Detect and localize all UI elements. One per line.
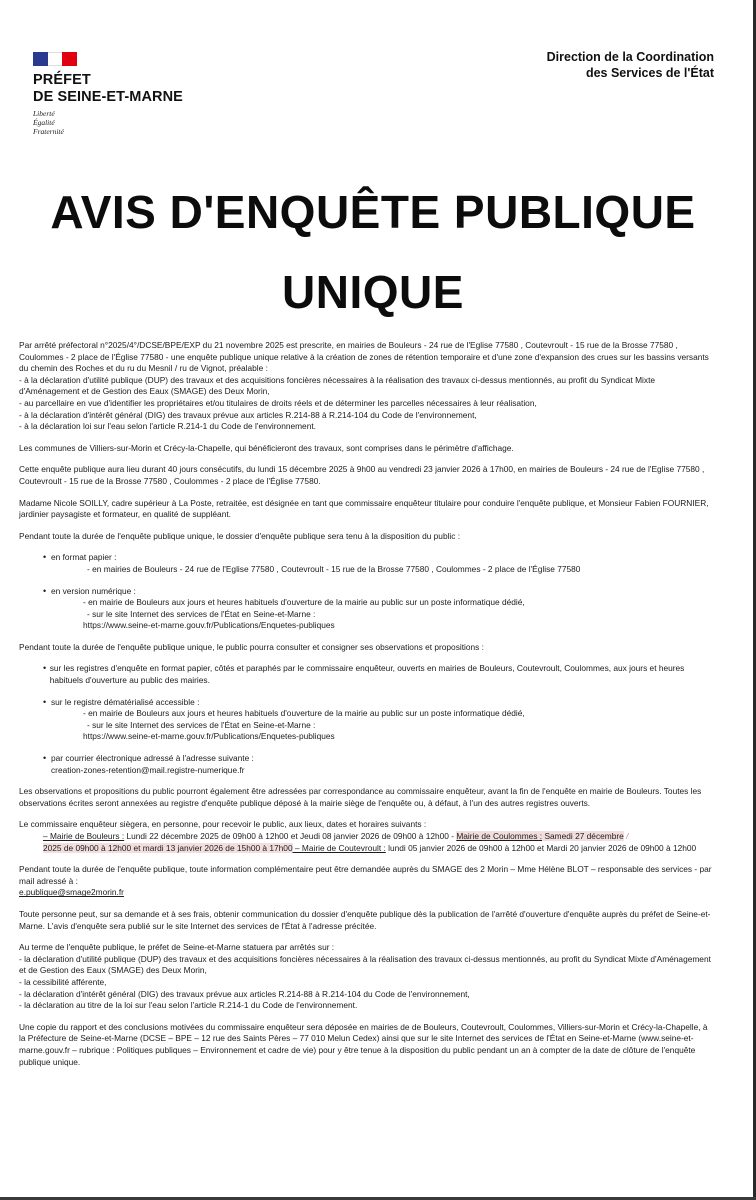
communication-paragraph: Toute personne peut, sur sa demande et à ses frais, obtenir communication du dossier d'enquête publique dès la publication de l'arrêté d'ouverture d'enquête auprès du préfet de Seine-et-Marne. L'avis d'enquête sera publié sur le site Internet des services de l'État à l'adresse précitée. — [19, 908, 711, 931]
list-item: - la cessibilité afférente, — [19, 976, 107, 987]
list-item: - la déclaration d'utilité publique (DUP) des travaux et des acquisitions foncières nécessaires à la réalisation des travaux ci-dessus mentionnés, au profit du Syndicat Mixte d'Aménagement et de Gestion des Eaux (SMAGE) des Deux Morin, — [19, 953, 711, 976]
page-title: AVIS D'ENQUÊTE PUBLIQUE UNIQUE — [50, 186, 696, 318]
prefecture-logo — [33, 52, 183, 136]
direction-header: Direction de la Coordination des Services de l'État — [546, 50, 714, 80]
permanences-list: – Mairie de Bouleurs : Lundi 22 décembre 2025 de 09h00 à 12h00 et Jeudi 08 janvier 2026 de 09h00 à 12h00 - Mairie de Coulommes : Samedi 27 décembre / 2025 de 09h00 à 12h00 et mardi 13 janvier 2026 de 15h00 à 17h00 – Mairie de Coutevroult : lundi 05 janvier 2026 de 09h00 à 12h00 et Mardi 20 janvier 2026 de 09h00 à 12h00 — [43, 831, 697, 853]
list-item: - à la déclaration loi sur l'eau selon l'article R.214-1 du Code de l'environnement. — [19, 421, 316, 432]
permanences-intro: Le commissaire enquêteur siègera, en personne, pour recevoir le public, aux lieux, dates et horaires suivants : — [19, 819, 427, 830]
terme-list — [19, 954, 716, 1012]
info-paragraph: Pendant toute la durée de l'enquête publique, toute information complémentaire peut être demandée auprès du SMAGE des 2 Morin – Mme Hélène BLOT – responsable des services - par mail adressé à : — [19, 864, 712, 886]
link-enquetes-2[interactable]: https://www.seine-et-marne.gouv.fr/Publications/Enquetes-publiques — [83, 731, 335, 742]
link-enquetes[interactable]: https://www.seine-et-marne.gouv.fr/Publications/Enquetes-publiques — [83, 620, 335, 631]
communes-paragraph: Les communes de Villiers-sur-Morin et Crécy-la-Chapelle, qui bénéficieront des travaux, sont comprises dans le périmètre d'affichage. — [19, 442, 514, 453]
intro-list — [19, 375, 716, 433]
bullet-icon: • — [43, 585, 47, 596]
smage-email-link[interactable]: e.publique@smage2morin.fr — [19, 887, 124, 898]
list-item: - à la déclaration d'utilité publique (DUP) des travaux et des acquisitions foncières nécessaires à la réalisation des travaux ci-dessus mentionnés, au profit du Syndicat Mixte d'Aménagement et de Gestion des Eaux (SMAGE) des Deux Morin, — [19, 374, 656, 397]
bullet-registres: • sur les registres d'enquête en format papier, côtés et paraphés par le commissaire enquêteur, ouverts en mairies de Bouleurs, Coutevroult, Coulommes, aux jours et heures habituels d'ouverture au public des mairies. — [43, 663, 685, 686]
copie-paragraph: Une copie du rapport et des conclusions motivées du commissaire enquêteur sera déposée en mairies de de Bouleurs, Coutevroult, Coulommes, Villiers-sur-Morin et Crécy-la-Chapelle, à la Préfecture de Seine-et-Marne (DCSE – BPE – 12 rue des Saints Pères – 77 010 Melun Cedex) ainsi que sur le site Internet des services de l'État en Seine-et-Marne (www.seine-et-marne.gouv.fr – rubrique : Politiques publiques – Environnement et cadre de vie) pour y être tenue à la disposition du public pendant un an à compter de la date de clôture de l'enquête publique unique. — [19, 1021, 708, 1067]
terme-intro: Au terme de l'enquête publique, le préfet de Seine-et-Marne statuera par arrêtés sur : — [19, 942, 335, 953]
bullet-icon: • — [43, 696, 47, 707]
bullet-icon: • — [43, 753, 47, 764]
dossier-paragraph: Pendant toute la durée de l'enquête publique unique, le dossier d'enquête publique sera tenu à la disposition du public : — [19, 530, 461, 541]
correspondance-paragraph: Les observations et propositions du public pourront également être adressées par correspondance au commissaire enquêteur, avant la fin de l'enquête en mairie de Bouleurs. Toutes les observations écrites seront annexées au registre d'enquête publique déposé à la mairie siège de l'enquête ou, à défaut, à l'un des autres registres ouverts. — [19, 786, 702, 808]
list-item: - à la déclaration d'intérêt général (DIG) des travaux prévue aux articles R.214-88 à R.214-104 du Code de l'environnement, — [19, 409, 477, 420]
bullet-papier: • en format papier : - en mairies de Bouleurs - 24 rue de l'Eglise 77580 , Coutevroult - 15 rue de la Brosse 77580 , Coulommes - 2 place de l'Église 77580 — [43, 552, 581, 574]
list-item: - au parcellaire en vue d'identifier les propriétaires et/ou titulaires de droits réels et de déterminer les parcelles nécessaires à leur réalisation, — [19, 397, 537, 408]
observations-paragraph: Pendant toute la durée de l'enquête publique unique, le public pourra consulter et consigner ses observations et propositions : — [19, 641, 484, 652]
list-item: - la déclaration d'intérêt général (DIG) des travaux prévue aux articles R.214-88 à R.214-104 du Code de l'environnement, — [19, 988, 470, 999]
notice-body — [19, 340, 716, 1078]
commissaire-paragraph: Madame Nicole SOILLY, cadre supérieur à La Poste, retraitée, est désignée en tant que commissaire enquêteur titulaire pour conduire l'enquête publique, et Monsieur Fabien FOURNIER, jardinier paysagiste et formateur, en qualité de suppléant. — [19, 497, 709, 520]
duree-paragraph: Cette enquête publique aura lieu durant 40 jours consécutifs, du lundi 15 décembre 2025 à 9h00 au vendredi 23 janvier 2026 à 17h00, en mairies de Bouleurs - 24 rue de l'Eglise 77580 , Coutevroult - 15 rue de la Brosse 77580 , Coulommes - 2 place de l'Église 77580. — [19, 464, 705, 486]
prefet-title: PRÉFET DE SEINE-ET-MARNE — [33, 72, 183, 105]
intro-paragraph: Par arrêté préfectoral n°2025/4°/DCSE/BPE/EXP du 21 novembre 2025 est prescrite, en mairies de Bouleurs - 24 rue de l'Eglise 77580 , Coutevroult - 15 rue de la Brosse 77580 , Coulommes - 2 place de l'Église 77580 - une enquête publique unique relative à la création de zones de rétention temporaire et d'une zone d'expansion des crues sur les bassins versants du chemin des Roches et du ru du Mesnil / ru de Vignot, préalable : — [19, 340, 709, 374]
bullet-numerique: • en version numérique : - en mairie de Bouleurs aux jours et heures habituels d'ouverture de la mairie au public sur un poste informatique dédié, - sur le site Internet des services de l'État en Seine-et-Marne : https://www.seine-et-marne.gouv.fr/Publications/Enquetes-publiques — [43, 586, 716, 632]
bullet-icon: • — [43, 552, 47, 563]
bullet-dematerialise: • sur le registre dématérialisé accessible : - en mairie de Bouleurs aux jours et heures habituels d'ouverture de la mairie au public sur un poste informatique dédié, - sur le site Internet des services de l'État en Seine-et-Marne : https://www.seine-et-marne.gouv.fr/Publications/Enquetes-publiques — [43, 697, 716, 743]
marianne-flag-icon — [33, 52, 77, 66]
republic-motto: Liberté Égalité Fraternité — [33, 109, 64, 136]
bullet-icon: • — [43, 663, 47, 674]
bullet-courrier: • par courrier électronique adressé à l'adresse suivante : creation-zones-retention@mail.registre-numerique.fr — [43, 753, 716, 776]
registry-email-link[interactable]: creation-zones-retention@mail.registre-numerique.fr — [51, 764, 245, 775]
stamp-mark: / — [626, 832, 629, 841]
list-item: - la déclaration au titre de la loi sur l'eau selon l'article R.214-1 du Code de l'environnement. — [19, 1000, 358, 1011]
